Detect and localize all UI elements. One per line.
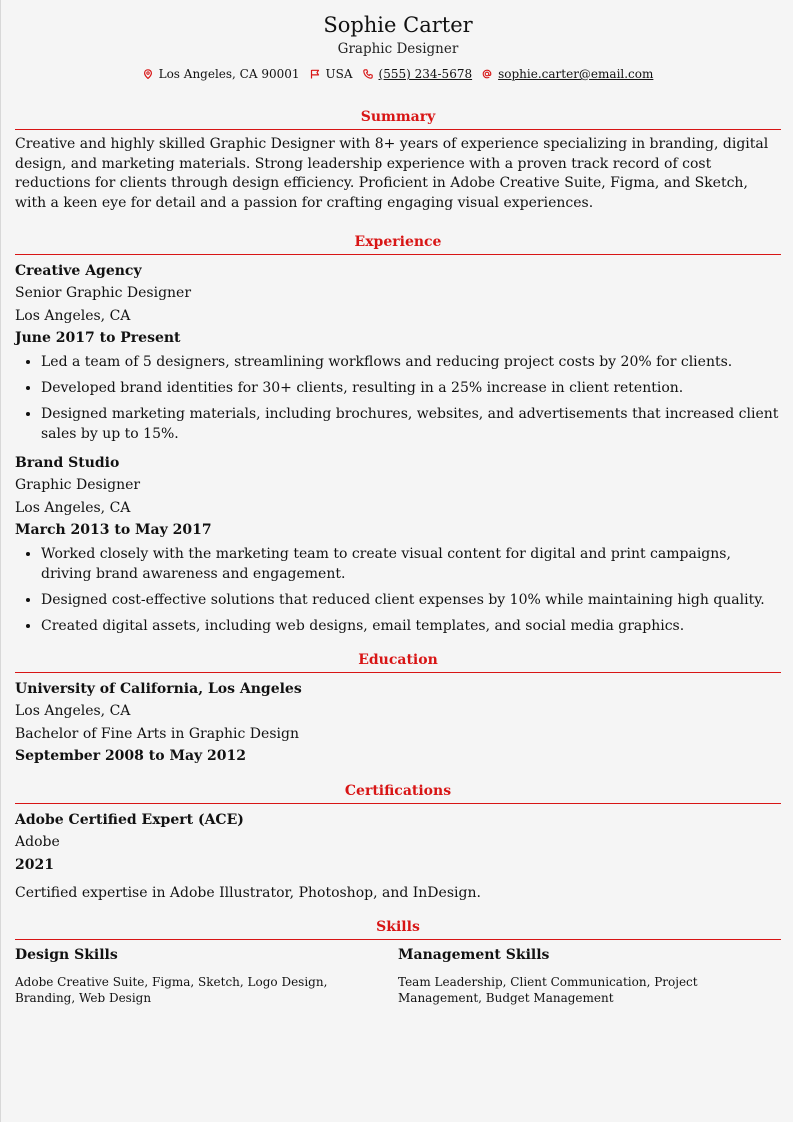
section-heading-skills: Skills [15, 918, 781, 940]
flag-icon [310, 69, 320, 79]
list-item: • Developed brand identities for 30+ clients, resulting in a 25% increase in client retention. [41, 379, 781, 399]
skill-group-items: Team Leadership, Client Communication, Project Management, Budget Management [398, 975, 698, 1005]
certification-description: Certified expertise in Adobe Illustrator, Photoshop, and InDesign. [15, 884, 481, 901]
location-text: Los Angeles, CA 90001 [158, 67, 300, 81]
email-link[interactable]: sophie.carter@email.com [498, 67, 654, 81]
contact-country [310, 66, 353, 82]
summary-section [15, 108, 781, 213]
skill-group-design [15, 946, 398, 1006]
certifications-section [15, 782, 781, 904]
certification-entry [15, 809, 781, 904]
contact-phone[interactable] [363, 66, 473, 82]
school-name: University of California, Los Angeles [15, 681, 302, 697]
job-bullets [15, 353, 781, 444]
job-dates: June 2017 to Present [15, 330, 181, 346]
phone-link[interactable]: (555) 234-5678 [378, 67, 473, 81]
experience-entry [15, 260, 781, 444]
section-heading-education: Education [15, 651, 781, 673]
job-location: Los Angeles, CA [15, 499, 131, 516]
section-heading-experience: Experience [15, 233, 781, 255]
degree: Bachelor of Fine Arts in Graphic Design [15, 725, 299, 742]
education-section [15, 651, 781, 767]
job-location: Los Angeles, CA [15, 307, 131, 324]
list-item: • Created digital assets, including web designs, email templates, and social media graphics. [41, 617, 781, 637]
education-dates: September 2008 to May 2012 [15, 748, 246, 764]
contact-bar [15, 66, 781, 82]
certification-issuer: Adobe [15, 834, 60, 850]
school-location: Los Angeles, CA [15, 703, 131, 719]
list-item: • Designed cost-effective solutions that reduced client expenses by 10% while maintaining high quality. [41, 591, 781, 611]
at-sign-icon [482, 69, 492, 79]
skill-group-title: Management Skills [398, 947, 550, 963]
location-pin-icon [143, 69, 153, 79]
job-position: Graphic Designer [15, 477, 141, 493]
contact-location [143, 66, 300, 82]
job-position: Senior Graphic Designer [15, 285, 192, 301]
section-heading-certifications: Certifications [15, 782, 781, 804]
summary-text: Creative and highly skilled Graphic Designer with 8+ years of experience specializing in branding, digital design, and marketing materials. Strong leadership experience with a proven track record of cost reductions for clients through design efficiency. Proficient in Adobe Creative Suite, Figma, and Sketch, with a keen eye for detail and a passion for crafting engaging visual experiences. [15, 136, 769, 211]
job-dates: March 2013 to May 2017 [15, 522, 212, 538]
contact-email[interactable] [482, 66, 653, 82]
certification-year: 2021 [15, 856, 54, 873]
skills-grid [15, 946, 781, 1006]
skills-section [15, 918, 781, 1006]
candidate-name: Sophie Carter [323, 13, 473, 37]
section-heading-summary: Summary [15, 108, 781, 130]
experience-entry [15, 452, 781, 636]
skill-group-title: Design Skills [15, 947, 118, 963]
list-item: • Worked closely with the marketing team to create visual content for digital and print campaigns, driving brand awareness and engagement. [41, 545, 781, 584]
phone-icon [363, 69, 373, 79]
company-name: Brand Studio [15, 455, 120, 471]
country-text: USA [325, 67, 353, 81]
resume-header [15, 0, 781, 82]
job-bullets [15, 545, 781, 636]
list-item: • Led a team of 5 designers, streamlining workflows and reducing project costs by 20% for clients. [41, 353, 781, 373]
list-item: • Designed marketing materials, including brochures, websites, and advertisements that increased client sales by up to 15%. [41, 405, 781, 444]
company-name: Creative Agency [15, 263, 142, 279]
education-entry [15, 678, 781, 767]
experience-section [15, 233, 781, 636]
skill-group-management [398, 946, 781, 1006]
candidate-title: Graphic Designer [337, 41, 459, 57]
certification-name: Adobe Certified Expert (ACE) [15, 812, 244, 828]
skill-group-items: Adobe Creative Suite, Figma, Sketch, Logo Design, Branding, Web Design [15, 975, 328, 1005]
